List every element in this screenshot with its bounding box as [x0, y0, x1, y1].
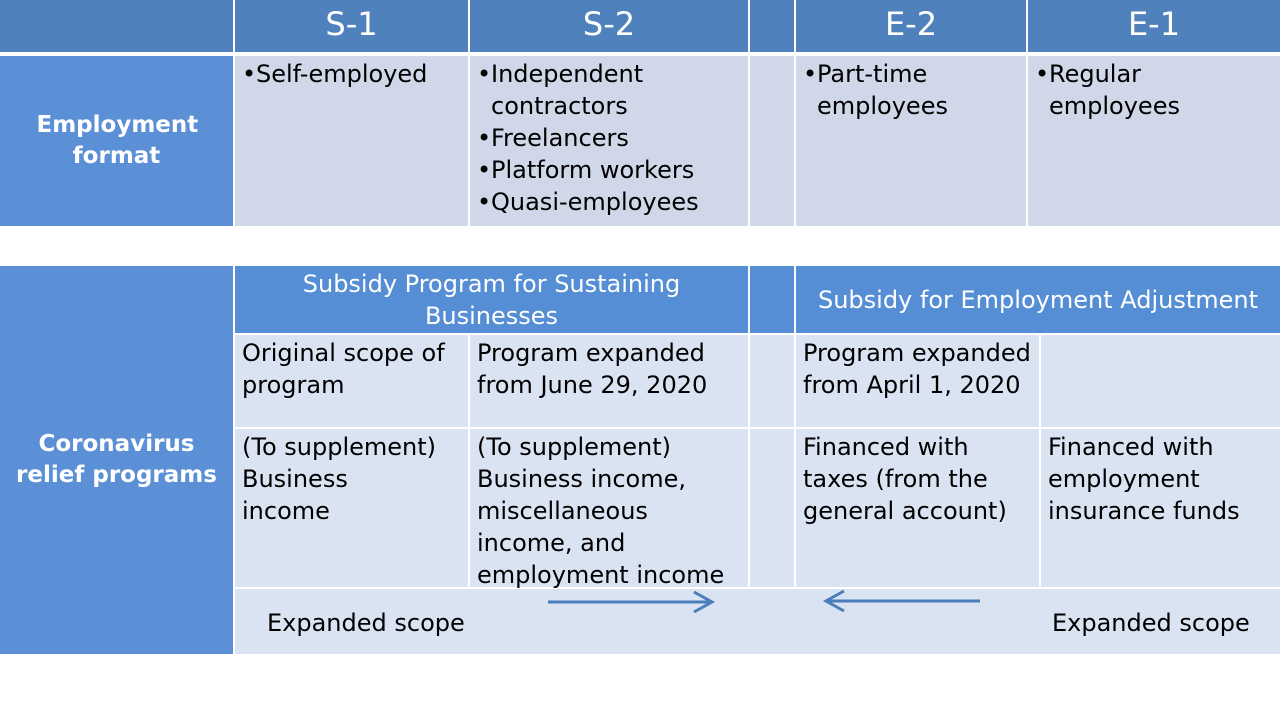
income-e2: Financed with taxes (from the general account): [796, 429, 1039, 587]
scope-e2: Program expanded from April 1, 2020: [796, 335, 1039, 427]
list-item: • Self-employed: [242, 58, 461, 90]
list-item: • Independent contractors: [477, 58, 661, 122]
cell-e1-format: [1028, 56, 1280, 226]
cell-e2-format: [796, 56, 1026, 226]
cell-s2-format: [470, 56, 748, 226]
expanded-right-label: Expanded scope: [1052, 609, 1250, 637]
employment-format-label: [0, 56, 233, 226]
header-s2: S-2: [470, 0, 748, 52]
list-item: • Quasi-employees: [477, 186, 741, 218]
scope-e1: [1041, 335, 1280, 427]
expanded-left-label: Expanded scope: [267, 609, 465, 637]
scope-s2: Program expanded from June 29, 2020: [470, 335, 748, 427]
scope-s1: Original scope of program: [235, 335, 468, 427]
list-item: • Regular employees: [1035, 58, 1273, 122]
income-e1: Financed with employment insurance funds: [1041, 429, 1280, 587]
expansion-arrows: [540, 588, 990, 616]
income-s2: (To supplement) Business income, miscellaneous income, and employment income: [470, 429, 748, 587]
program-gap-header: [750, 266, 794, 333]
program-right-header: [796, 266, 1280, 333]
relief-programs-label: [0, 266, 233, 654]
header-corner: [0, 0, 233, 52]
list-item: • Part-time employees: [803, 58, 967, 122]
left-arrow-icon: [826, 591, 980, 611]
header-s1: S-1: [235, 0, 468, 52]
scope-gap: [750, 335, 794, 427]
program-left-title: Subsidy Program for Sustaining Businesses: [302, 269, 681, 330]
program-left-header: [235, 266, 748, 333]
income-gap: [750, 429, 794, 587]
right-arrow-icon: [548, 592, 712, 612]
employment-format-text: Employment format: [36, 112, 199, 169]
program-right-title: Subsidy for Employment Adjustment: [817, 285, 1259, 314]
header-e1: E-1: [1028, 0, 1280, 52]
header-e2: E-2: [796, 0, 1026, 52]
list-item: • Freelancers: [477, 122, 741, 154]
list-item: • Platform workers: [477, 154, 741, 186]
cell-gap-format: [750, 56, 794, 226]
relief-programs-text: Coronavirus relief programs: [16, 431, 217, 488]
header-gap: [750, 0, 794, 52]
cell-s1-format: [235, 56, 468, 226]
income-s1: (To supplement) Business income: [235, 429, 468, 587]
